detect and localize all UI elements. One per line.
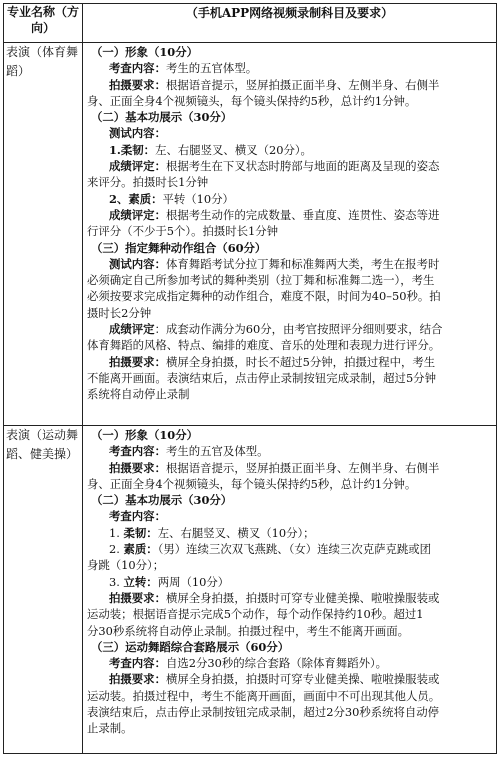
text-run: 身、正面全身4个视频镜头，每个镜头保持约5秒，总计约1分钟。	[87, 93, 417, 108]
requirements-cell	[83, 43, 497, 426]
requirement-line	[87, 191, 493, 207]
text-run: 必须确定自己所参加考试的舞种类别（拉丁舞和标准舞二选一），考生	[87, 273, 435, 288]
text-run: 根据考生动作的完成数量、垂直度、连贯性、姿态等进	[165, 207, 440, 222]
requirement-line	[87, 557, 493, 573]
bold-label: 拍摄要求：	[109, 460, 166, 475]
section-row-2	[4, 426, 497, 754]
text-run: 横屏全身拍摄，拍摄时可穿专业健美操、啦啦操服装或	[165, 672, 440, 687]
requirement-line	[87, 207, 493, 223]
text-run: 来评分。拍摄时长1分钟	[87, 175, 209, 190]
section-row-1	[4, 43, 497, 426]
text-run: 身跳（10分）；	[87, 558, 165, 573]
requirement-line	[87, 109, 493, 125]
requirement-line	[87, 476, 493, 492]
text-run: 两周（10分）	[157, 574, 230, 589]
bold-label: （一）形象（10分）	[91, 428, 198, 442]
bold-label: 考查内容：	[109, 61, 166, 76]
requirement-line	[87, 492, 493, 508]
text-run: 不能离开画面。表演结束后，点击停止录制按钮完成录制，超过5分钟	[87, 370, 436, 385]
bold-label: 拍摄要求：	[109, 672, 166, 687]
requirement-line	[87, 60, 493, 76]
requirement-line	[87, 44, 493, 60]
major-name-cell: 表演（体育舞蹈）	[4, 43, 83, 426]
requirement-line	[87, 606, 493, 622]
requirement-line	[87, 541, 493, 557]
bold-label: （三）指定舞种动作组合（60分）	[91, 240, 267, 255]
major-name-cell: 表演（运动舞蹈、健美操）	[4, 426, 83, 754]
bold-label: 素质：	[123, 542, 158, 557]
requirement-line	[87, 688, 493, 704]
text-run: 分30秒系统将自动停止录制。拍摄过程中，考生不能离开画面。	[87, 623, 410, 638]
requirement-line	[87, 370, 493, 386]
requirement-line	[87, 288, 493, 304]
text-run: 运动装；根据语音提示完成5个动作，每个动作保持约10秒。超过1	[87, 607, 424, 622]
requirement-line	[87, 574, 493, 590]
text-run: 横屏全身拍摄，时长不超过5分钟，拍摄过程中，考生	[165, 354, 436, 369]
text-run: 摄时长2分钟	[87, 305, 152, 320]
text-run: 横屏全身拍摄，拍摄时可穿专业健美操、啦啦操服装或	[165, 590, 440, 605]
major-column-header: 专业名称（方向）	[4, 4, 83, 43]
text-run: 运动装。拍摄过程中，考生不能离开画面，画面中不可出现其他人员。	[87, 688, 441, 703]
text-run: 必须按要求完成指定舞种的动作组合，难度不限，时间为40–50秒。拍	[87, 289, 441, 304]
requirement-line	[87, 639, 493, 655]
requirement-line	[87, 93, 493, 109]
requirement-line	[87, 525, 493, 541]
requirement-line	[87, 125, 493, 141]
bold-label: 柔韧：	[123, 525, 158, 540]
table-title: （手机APP网络视频录制科目及要求）	[83, 4, 497, 43]
text-run: 考生的五官及体型。	[165, 444, 269, 459]
requirement-line	[87, 256, 493, 272]
requirements-table	[3, 3, 497, 754]
requirement-line	[87, 321, 493, 337]
text-run: 左、右腿竖叉、横叉（10分）；	[157, 525, 315, 540]
bold-label: （二）基本功展示（30分）	[91, 110, 233, 125]
requirements-cell	[83, 426, 497, 754]
bold-label: 拍摄要求：	[109, 590, 166, 605]
bold-label: （三）运动舞蹈综合套路展示（60分）	[91, 639, 290, 654]
text-run: 平转（10分）	[162, 191, 234, 206]
text-run: 根据语音提示，竖屏拍摄正面半身、左侧半身、右侧半	[165, 460, 440, 475]
text-run: 考生的五官体型。	[165, 61, 258, 76]
bold-label: 考查内容：	[109, 509, 166, 524]
requirement-line	[87, 704, 493, 720]
requirements-text	[87, 44, 493, 403]
requirement-line	[87, 623, 493, 639]
bold-label: 测试内容：	[109, 256, 166, 271]
requirement-line	[87, 671, 493, 687]
requirement-line	[87, 354, 493, 370]
requirements-text	[87, 427, 493, 737]
requirement-line	[87, 223, 493, 239]
text-run: 3.	[109, 574, 124, 589]
text-run: （男）连续三次双飞燕跳、（女）连续三次克萨克跳或团	[157, 542, 432, 557]
bold-label: 立转：	[123, 574, 158, 589]
bold-label: 成绩评定	[109, 322, 155, 337]
requirement-line	[87, 508, 493, 524]
text-run: 自选2分30秒的综合套路（除体育舞蹈外）。	[165, 656, 388, 671]
requirement-line	[87, 427, 493, 443]
requirement-line	[87, 305, 493, 321]
bold-label: 成绩评定：	[109, 207, 166, 222]
text-run: ：成套动作满分为60分，由考官按照评分细则要求，结合	[154, 322, 443, 337]
requirement-line	[87, 460, 493, 476]
bold-label: 拍摄要求：	[109, 77, 166, 92]
text-run: 1.	[109, 525, 124, 540]
requirement-line	[87, 240, 493, 256]
requirement-line	[87, 337, 493, 353]
requirement-line	[87, 272, 493, 288]
bold-label: 考查内容：	[109, 656, 166, 671]
bold-label: 考查内容：	[109, 444, 166, 459]
requirement-line	[87, 443, 493, 459]
text-run: 行评分（不少于5个）。拍摄时长1分钟	[87, 224, 279, 239]
bold-label: 成绩评定：	[109, 159, 166, 174]
text-run: 止录制。	[87, 721, 133, 736]
bold-label: （二）基本功展示（30分）	[91, 493, 233, 508]
requirement-line	[87, 142, 493, 158]
requirement-line	[87, 720, 493, 736]
text-run: 身、正面全身4个视频镜头，每个镜头保持约5秒，总计约1分钟。	[87, 476, 417, 491]
bold-label: 1.柔韧：	[109, 142, 156, 157]
requirement-line	[87, 655, 493, 671]
requirement-line	[87, 386, 493, 402]
text-run: 左、右腿竖叉、横叉（20分）。	[155, 142, 312, 157]
bold-label: 拍摄要求：	[109, 354, 166, 369]
requirement-line	[87, 174, 493, 190]
text-run: 根据语音提示，竖屏拍摄正面半身、左侧半身、右侧半	[165, 77, 440, 92]
requirement-line	[87, 590, 493, 606]
text-run: 根据考生在下叉状态时胯部与地面的距离及呈现的姿态	[165, 159, 440, 174]
requirement-line	[87, 158, 493, 174]
text-run: 表演结束后，点击停止录制按钮完成录制，超过2分30秒系统将自动停	[87, 705, 440, 720]
bold-label: 2、素质：	[109, 191, 163, 206]
requirement-line	[87, 77, 493, 93]
bold-label: 测试内容：	[109, 126, 166, 141]
text-run: 系统将自动停止录制	[87, 387, 190, 402]
bold-label: （一）形象（10分）	[91, 45, 198, 59]
text-run: 体育舞蹈考试分拉丁舞和标准舞两大类，考生在报考时	[165, 256, 440, 271]
text-run: 2.	[109, 542, 124, 557]
text-run: 体育舞蹈的风格、特点、编排的难度、音乐的处理和表现力进行评分。	[87, 338, 441, 353]
header-row	[4, 4, 497, 43]
